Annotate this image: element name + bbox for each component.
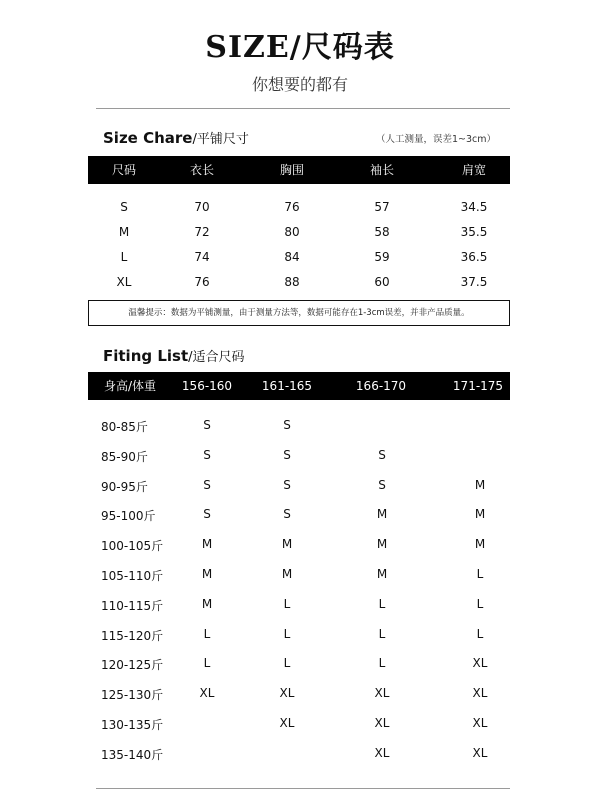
recommended-size: L [203, 626, 211, 641]
weight-range-label: 90-95斤 [101, 479, 148, 494]
recommended-size: L [476, 626, 484, 641]
size-measurement: 60 [374, 275, 390, 289]
weight-range-label: 95-100斤 [101, 509, 156, 524]
fitting-list-heading-en: Fiting List [103, 347, 189, 365]
fit-col-header: 166-170 [355, 379, 407, 393]
recommended-size: S [283, 447, 291, 462]
weight-range-label: 85-90斤 [101, 449, 148, 464]
weight-range-label: 80-85斤 [101, 420, 148, 434]
measurement-note: （人工测量，误差1~3cm） [375, 134, 496, 145]
size-measurement: 80 [284, 225, 300, 239]
fitting-list-heading [103, 346, 245, 365]
size-measurement: 72 [194, 225, 210, 239]
fit-col-header: 156-160 [181, 379, 233, 393]
size-measurement: 74 [194, 250, 210, 264]
weight-range-label: 130-135斤 [101, 718, 164, 732]
recommended-size: L [476, 596, 484, 611]
fitting-list-heading-zh: /适合尺码 [188, 350, 245, 365]
footer-divider [96, 788, 510, 789]
recommended-size: S [283, 418, 291, 432]
recommended-size: S [283, 507, 291, 522]
weight-range-label: 135-140斤 [101, 747, 164, 762]
size-measurement: 70 [194, 200, 210, 214]
weight-range-label: 105-110斤 [101, 569, 164, 583]
weight-range-label: 100-105斤 [101, 539, 164, 554]
recommended-size: M [201, 537, 213, 552]
recommended-size: L [283, 656, 291, 671]
recommended-size: M [201, 567, 213, 581]
size-measurement: 59 [374, 250, 390, 264]
size-measurement: 37.5 [460, 275, 488, 289]
page-subtitle: 你想要的都有 [251, 75, 348, 94]
recommended-size: M [376, 567, 388, 581]
fit-col-header: 171-175 [452, 379, 504, 393]
recommended-size: L [283, 596, 291, 611]
weight-range-label: 125-130斤 [101, 688, 164, 703]
recommended-size: L [378, 656, 386, 671]
weight-range-label: 110-115斤 [101, 598, 164, 613]
size-chart-heading-en: Size Chare [103, 129, 193, 147]
size-col-header: 尺码 [111, 163, 136, 177]
size-col-header: 袖长 [369, 163, 394, 177]
size-measurement: 35.5 [460, 225, 488, 239]
size-measurement: 34.5 [460, 200, 488, 214]
recommended-size: S [203, 447, 211, 462]
size-measurement: 88 [284, 275, 300, 289]
recommended-size: S [203, 418, 211, 432]
size-label: L [120, 250, 128, 264]
header-divider [96, 108, 510, 109]
size-chart-heading-zh: /平铺尺寸 [192, 132, 249, 147]
recommended-size: S [283, 477, 291, 492]
recommended-size: XL [374, 716, 390, 730]
page-title: SIZE/尺码表 [205, 30, 395, 65]
size-measurement: 58 [374, 225, 390, 239]
recommended-size: XL [472, 686, 488, 701]
weight-range-label: 120-125斤 [101, 658, 164, 673]
size-col-header: 胸围 [279, 163, 304, 177]
fit-col-header: 161-165 [261, 379, 313, 393]
recommended-size: S [203, 507, 211, 522]
size-measurement: 84 [284, 250, 300, 264]
recommended-size: L [203, 656, 211, 671]
recommended-size: L [378, 626, 386, 641]
fit-col-header: 身高/体重 [103, 379, 157, 393]
weight-range-label: 115-120斤 [101, 628, 164, 643]
recommended-size: M [376, 507, 388, 522]
size-col-header: 肩宽 [461, 163, 486, 177]
recommended-size: L [283, 626, 291, 641]
measurement-tip: 温馨提示：数据为平铺测量，由于测量方法等，数据可能存在1-3cm误差，并非产品质量。 [88, 300, 510, 326]
size-measurement: 36.5 [460, 250, 488, 264]
recommended-size: XL [279, 716, 295, 730]
size-chart-heading [103, 128, 249, 147]
recommended-size: L [378, 596, 386, 611]
recommended-size: S [378, 477, 386, 492]
recommended-size: XL [279, 686, 295, 701]
size-measurement: 76 [194, 275, 210, 289]
size-label: XL [116, 275, 132, 289]
recommended-size: M [474, 477, 486, 492]
size-chart-header-bar [88, 156, 510, 184]
recommended-size: S [203, 477, 211, 492]
size-measurement: 57 [374, 200, 390, 214]
recommended-size: XL [374, 745, 390, 760]
recommended-size: M [474, 507, 486, 522]
recommended-size: M [281, 537, 293, 552]
size-measurement: 76 [284, 200, 300, 214]
recommended-size: XL [472, 745, 488, 760]
recommended-size: S [378, 447, 386, 462]
recommended-size: M [474, 537, 486, 552]
recommended-size: M [376, 537, 388, 552]
fitting-list-header-bar [88, 372, 510, 400]
recommended-size: XL [472, 656, 488, 671]
recommended-size: M [281, 567, 293, 581]
recommended-size: XL [374, 686, 390, 701]
recommended-size: XL [199, 686, 215, 701]
recommended-size: M [201, 596, 213, 611]
size-col-header: 衣长 [189, 163, 214, 177]
recommended-size: L [476, 567, 484, 581]
recommended-size: XL [472, 716, 488, 730]
size-label: S [120, 200, 128, 214]
size-label: M [118, 225, 130, 239]
